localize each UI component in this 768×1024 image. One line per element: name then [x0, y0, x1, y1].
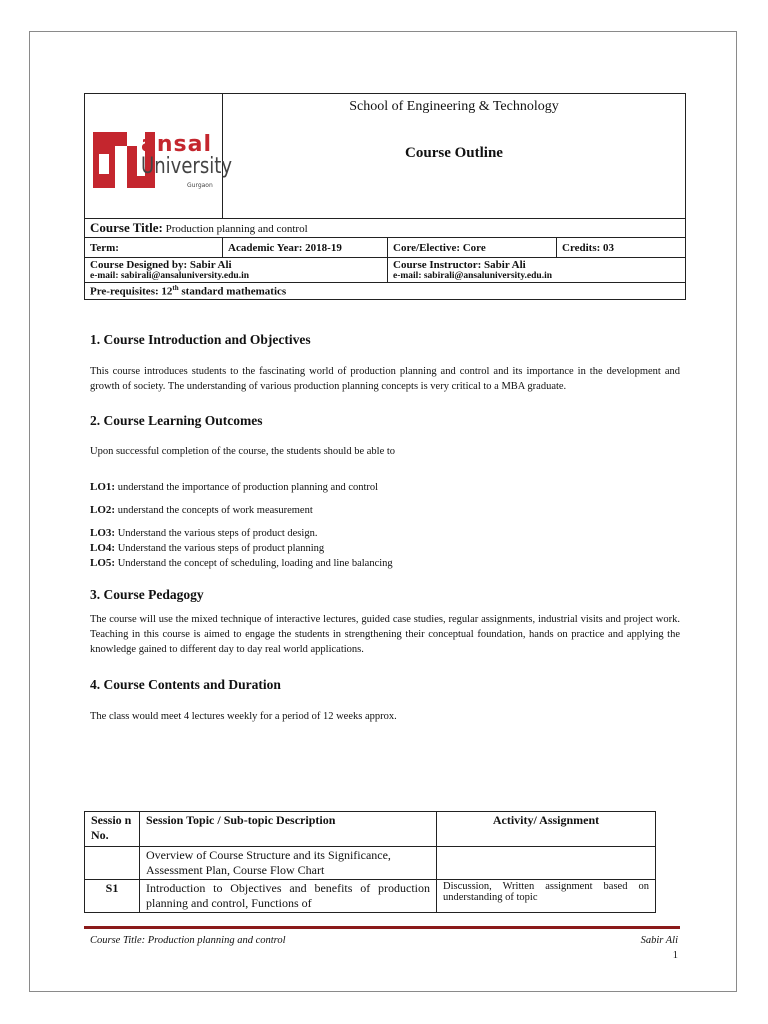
course-title-label: Course Title: — [90, 220, 163, 235]
logo-cell — [85, 94, 233, 219]
term-cell: Term: — [85, 238, 223, 258]
school-name: School of Engineering & Technology — [349, 99, 559, 114]
session-topic-cell: Introduction to Objectives and benefits of production planning and control, Functions of — [140, 880, 437, 913]
designed-by: Course Designed by: Sabir Ali — [90, 259, 232, 271]
footer-author: Sabir Ali — [640, 935, 678, 946]
section-3-text: The course will use the mixed technique of interactive lectures, guided case studies, regular assignments, industrial visits and project work. Teaching in this course is aimed to engage the students in strengthening their conceptual foundation, hands on practice and applying the knowledge gained to different day to day real world applications. — [90, 614, 680, 655]
credits-cell: Credits: 03 — [557, 238, 686, 258]
learning-outcome: LO5: Understand the concept of scheduling, loading and line balancing — [90, 557, 393, 569]
title-cell — [223, 94, 686, 219]
logo-text-ansal: ansal — [141, 132, 212, 157]
instructor-email: e-mail: sabirali@ansaluniversity.edu.in — [393, 271, 553, 281]
instructor-cell — [388, 258, 686, 283]
table-row — [85, 880, 656, 913]
activity-cell — [437, 847, 656, 880]
designer-cell — [85, 258, 388, 283]
session-topic-cell: Overview of Course Structure and its Significance, Assessment Plan, Course Flow Chart — [140, 847, 437, 880]
prereq-row — [85, 283, 686, 300]
designed-email: e-mail: sabirali@ansaluniversity.edu.in — [90, 271, 250, 281]
section-1-title: 1. Course Introduction and Objectives — [90, 332, 311, 347]
section-2-intro: Upon successful completion of the course, the students should be able to — [90, 446, 396, 457]
course-title-row — [85, 219, 686, 238]
activity-cell: Discussion, Written assignment based on understanding of topic — [437, 880, 656, 913]
prereq-prefix: Pre-requisites: 12 — [90, 285, 173, 298]
footer-course-title: Course Title: Production planning and control — [90, 935, 286, 946]
learning-outcome: LO4: Understand the various steps of product planning — [90, 542, 325, 554]
learning-outcome: LO3: Understand the various steps of product design. — [90, 527, 318, 539]
session-no-cell — [85, 847, 140, 880]
logo-text-gurgaon: Gurgaon — [187, 182, 213, 189]
section-4-title: 4. Course Contents and Duration — [90, 677, 281, 692]
section-1-text: This course introduces students to the fascinating world of production planning and control and its importance in the development and growth of society. The understanding of various production planning concepts is very critical to a MBA graduate. — [90, 366, 680, 392]
section-4-text: The class would meet 4 lectures weekly for a period of 12 weeks approx. — [90, 711, 397, 722]
doc-title: Course Outline — [405, 145, 503, 161]
session-no-header: Sessio n No. — [85, 812, 140, 847]
section-2-title: 2. Course Learning Outcomes — [90, 413, 263, 428]
course-title-value: Production planning and control — [165, 223, 308, 235]
logo-text-university: University — [141, 154, 233, 179]
academic-year-cell: Academic Year: 2018-19 — [223, 238, 388, 258]
learning-outcome: LO1: understand the importance of production planning and control — [90, 481, 379, 493]
prereq-sup: th — [172, 284, 179, 292]
table-row — [85, 847, 656, 880]
course-header-table — [84, 93, 686, 300]
instructor: Course Instructor: Sabir Ali — [393, 259, 526, 271]
session-no-cell: S1 — [85, 880, 140, 913]
section-3-title: 3. Course Pedagogy — [90, 587, 204, 602]
prereq-suffix: standard mathematics — [178, 285, 287, 298]
learning-outcome: LO2: understand the concepts of work measurement — [90, 504, 313, 516]
page-number: 1 — [672, 950, 678, 961]
core-elective-cell: Core/Elective: Core — [388, 238, 557, 258]
session-table — [84, 811, 656, 913]
footer-rule — [84, 926, 680, 929]
university-logo — [85, 94, 233, 218]
activity-header: Activity/ Assignment — [437, 812, 656, 847]
session-topic-header: Session Topic / Sub-topic Description — [140, 812, 437, 847]
